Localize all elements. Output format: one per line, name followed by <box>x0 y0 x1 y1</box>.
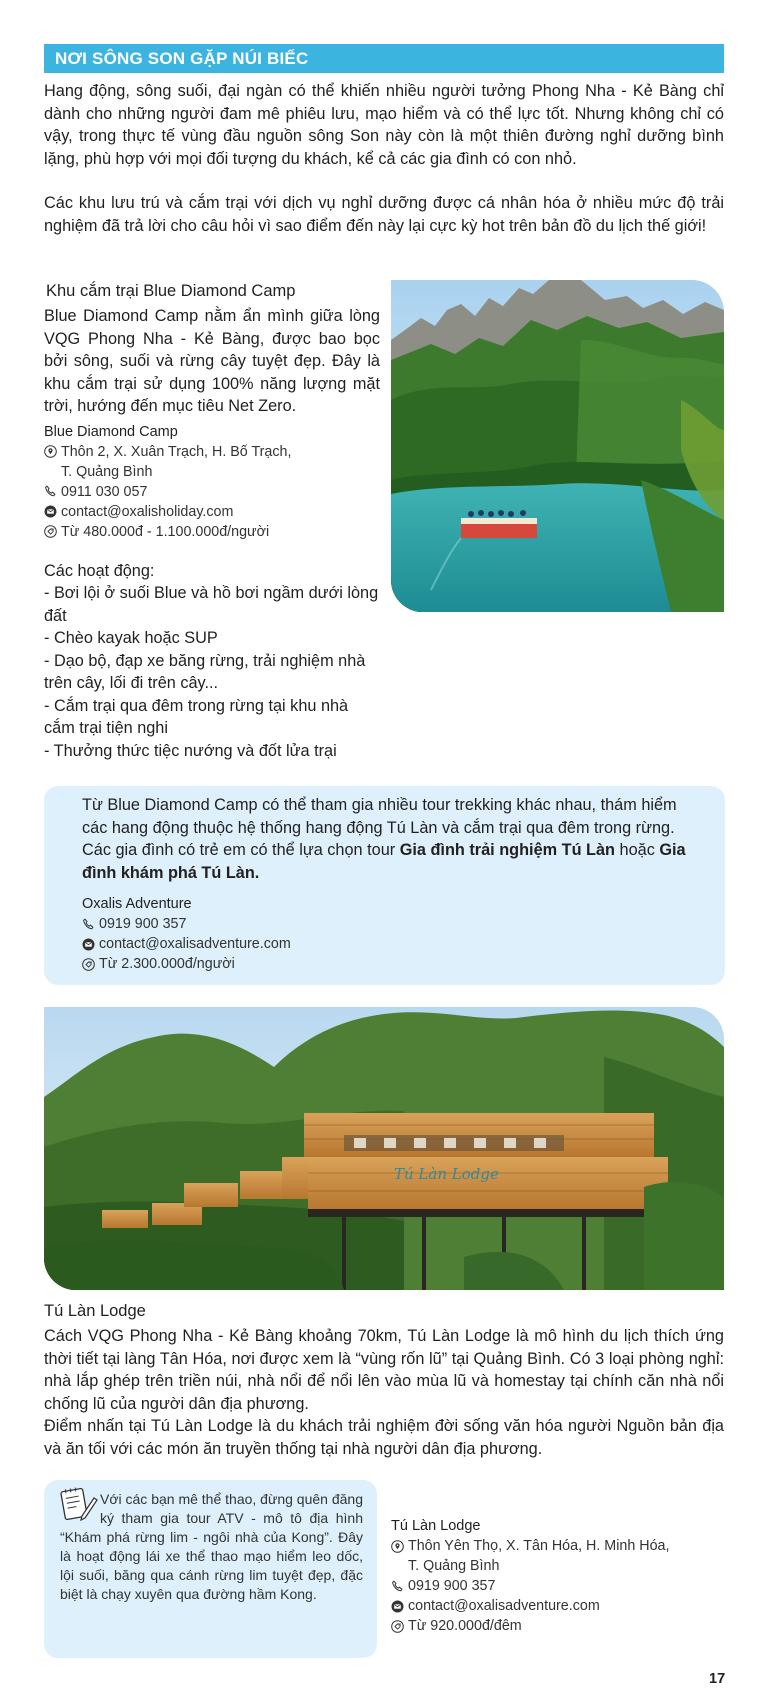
camp-phone <box>44 482 380 502</box>
phone-icon <box>82 914 99 934</box>
tip-text: Với các bạn mê thể thao, đừng quên đăng ký tham gia tour ATV - mô tô địa hình “Khám phá rừng lim - ngôi nhà của Kong”. Đây là hoạt động lái xe thể thao mạo hiểm leo dốc, lội suối, băng qua cánh rừng lim tuyệt đẹp, đặc biệt là chạy xuyên qua đường hầm Kong. <box>60 1491 363 1602</box>
camp-contact-name: Blue Diamond Camp <box>44 423 178 440</box>
lodge-address-line-1: Thôn Yên Thọ, X. Tân Hóa, H. Minh Hóa, <box>408 1538 670 1554</box>
activity-item: - Thưởng thức tiệc nướng và đốt lửa trại <box>44 741 337 760</box>
lodge-price <box>391 1616 721 1636</box>
lodge-address <box>391 1536 721 1556</box>
blue-diamond-camp-photo <box>391 280 724 612</box>
map-pin-icon <box>391 1536 408 1556</box>
camp-description: Blue Diamond Camp nằm ẩn mình giữa lòng VQG Phong Nha - Kẻ Bàng, được bao bọc bởi sông, suối và rừng cây tuyệt đẹp. Đây là khu cắm trại sử dụng 100% năng lượng mặt trời, hướng đến mục tiêu Net Zero. <box>44 307 380 415</box>
activity-item: - Chèo kayak hoặc SUP <box>44 629 218 647</box>
map-pin-icon <box>44 442 61 462</box>
camp-phone-number: 0911 030 057 <box>61 483 148 500</box>
lodge-paragraph-1: Cách VQG Phong Nha - Kẻ Bàng khoảng 70km, Tú Làn Lodge là mô hình du lịch thích ứng thời tiết tại làng Tân Hóa, nơi được xem là “vùng rốn lũ” tại Quảng Bình. Có 3 loại phòng nghỉ: nhà lắp ghép trên triền núi, nhà nổi để nổi lên vào mùa lũ và homestay tại chính căn nhà nổi chống lũ của người dân địa phương. <box>44 1327 724 1413</box>
lodge-sign: Tú Làn Lodge <box>394 1165 499 1183</box>
lodge-email-address: contact@oxalisadventure.com <box>408 1598 600 1614</box>
tip-box <box>44 1480 377 1658</box>
camp-column <box>44 280 380 762</box>
lodge-phone <box>391 1576 721 1596</box>
page-number: 17 <box>709 1671 726 1687</box>
phone-icon <box>391 1576 408 1596</box>
lodge-email <box>391 1596 721 1616</box>
tour-info-box <box>44 786 725 985</box>
lodge-paragraph-2: Điểm nhấn tại Tú Làn Lodge là du khách trải nghiệm đời sống văn hóa người Nguồn bản địa và ăn tối với các món ăn truyền thống tại nhà người dân địa phương. <box>44 1417 724 1458</box>
camp-activities <box>44 560 380 763</box>
lodge-title: Tú Làn Lodge <box>44 1302 146 1320</box>
activities-title: Các hoạt động: <box>44 561 155 580</box>
tour-email-address: contact@oxalisadventure.com <box>99 936 291 952</box>
section-banner: NƠI SÔNG SON GẶP NÚI BIẾC <box>44 44 724 73</box>
intro-paragraph-2: Các khu lưu trú và cắm trại với dịch vụ nghỉ dưỡng được cá nhân hóa ở nhiều mức độ trải nghiệm đã trả lời cho câu hỏi vì sao điểm đến này lại cực kỳ hot trên bản đồ du lịch thế giới! <box>44 194 724 235</box>
camp-title: Khu cắm trại Blue Diamond Camp <box>46 282 296 300</box>
activity-item: - Bơi lội ở suối Blue và hồ bơi ngầm dưới lòng đất <box>44 584 379 625</box>
camp-price-text: Từ 480.000đ - 1.100.000đ/người <box>61 523 270 540</box>
phone-icon <box>44 482 61 502</box>
lodge-address-line-2: T. Quảng Bình <box>408 1558 500 1574</box>
camp-email-address: contact@oxalisholiday.com <box>61 503 234 520</box>
tour-price-text: Từ 2.300.000đ/người <box>99 956 235 972</box>
activity-item: - Cắm trại qua đêm trong rừng tại khu nhà cắm trại tiện nghi <box>44 696 349 737</box>
intro-text <box>44 80 724 237</box>
tour-phone <box>82 914 689 934</box>
tour-phone-number: 0919 900 357 <box>99 916 187 932</box>
tu-lan-lodge-photo <box>44 1007 724 1290</box>
price-tag-icon <box>82 954 99 974</box>
camp-email <box>44 502 380 522</box>
tour-description: Từ Blue Diamond Camp có thể tham gia nhiều tour trekking khác nhau, thám hiểm các hang động thuộc hệ thống hang động Tú Làn và cắm trại qua đêm trong rừng. Các gia đình có trẻ em có thể lựa chọn tour Gia đình trải nghiệm Tú Làn hoặc Gia đình khám phá Tú Làn. <box>82 796 686 882</box>
notepad-pen-icon <box>60 1486 98 1522</box>
camp-price <box>44 522 380 542</box>
price-tag-icon <box>44 522 61 542</box>
tour-email <box>82 934 689 954</box>
tour-contact-name: Oxalis Adventure <box>82 896 192 912</box>
lodge-price-text: Từ 920.000đ/đêm <box>408 1618 522 1634</box>
camp-address-line-1: Thôn 2, X. Xuân Trạch, H. Bố Trạch, <box>61 443 292 460</box>
lodge-phone-number: 0919 900 357 <box>408 1578 496 1594</box>
mail-icon <box>44 502 61 522</box>
tour-name-2: Gia đình khám phá Tú Làn. <box>82 841 686 882</box>
camp-address-line-2: T. Quảng Bình <box>61 463 153 480</box>
lodge-description <box>44 1325 724 1460</box>
mail-icon <box>391 1596 408 1616</box>
intro-paragraph-1: Hang động, sông suối, đại ngàn có thể khiến nhiều người tưởng Phong Nha - Kẻ Bàng chỉ dành cho những người đam mê phiêu lưu, mạo hiểm và có thể lực tốt. Nhưng không chỉ có vậy, trong thực tế vùng đầu nguồn sông Son này còn là một thiên đường nghỉ dưỡng bình lặng, phù hợp với mọi đối tượng du khách, kể cả các gia đình có con nhỏ. <box>44 82 724 168</box>
activity-item: - Dạo bộ, đạp xe băng rừng, trải nghiệm nhà trên cây, lối đi trên cây... <box>44 651 366 692</box>
mail-icon <box>82 934 99 954</box>
camp-address <box>44 442 380 462</box>
lodge-contact <box>391 1512 721 1636</box>
lodge-contact-name: Tú Làn Lodge <box>391 1518 481 1534</box>
tour-name-1: Gia đình trải nghiệm Tú Làn <box>399 841 615 859</box>
tour-price <box>82 954 689 974</box>
price-tag-icon <box>391 1616 408 1636</box>
